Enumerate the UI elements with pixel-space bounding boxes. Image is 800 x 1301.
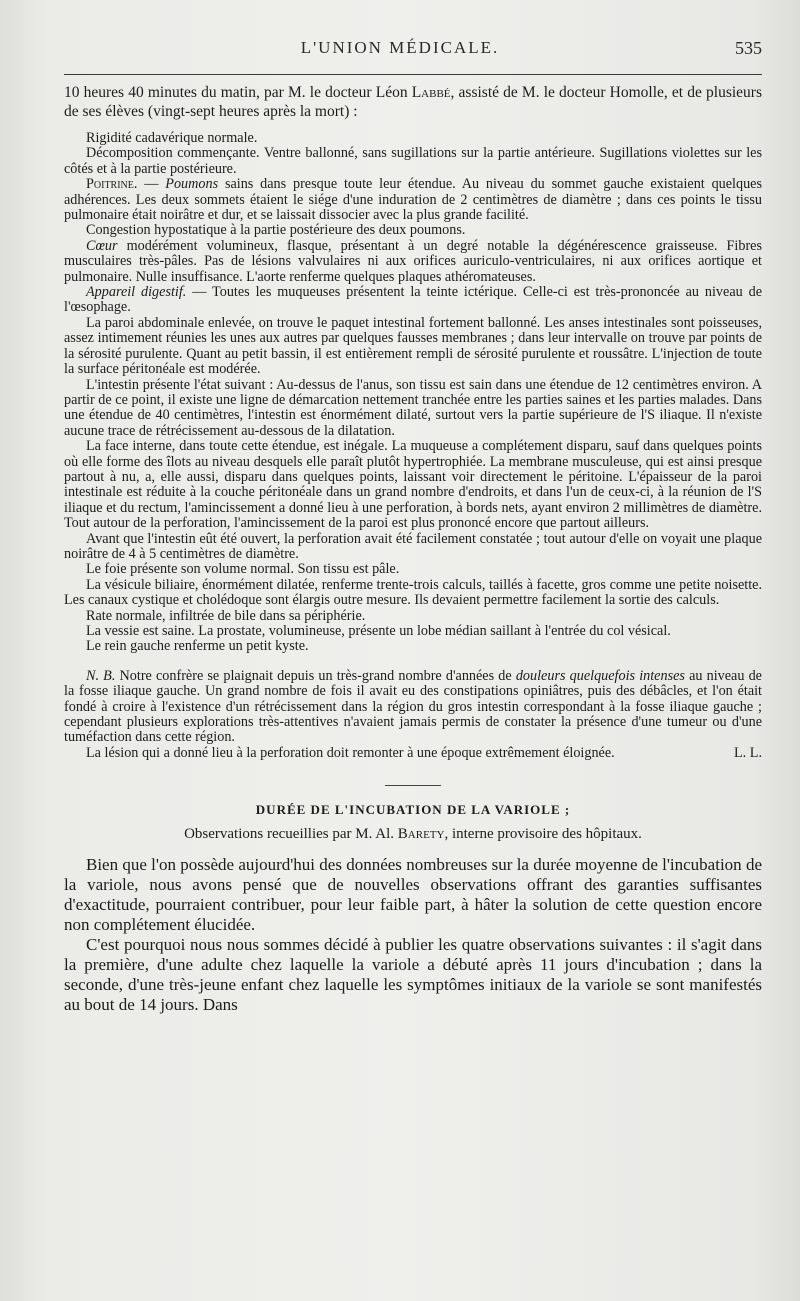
nb-label: N. B. [86, 667, 116, 684]
paragraph-avant: Avant que l'intestin eût été ouvert, la perforation avait été facilement constatée ; tout autour d'elle on voyait une plaque noirâtre de 4 à 5 centimètres de diamètre. [64, 530, 762, 562]
signature: L. L. [734, 744, 762, 761]
byline-text-2: , interne provisoire des hôpitaux. [444, 826, 642, 843]
page-header [0, 32, 800, 68]
poitrine-dash: — [137, 176, 166, 193]
poumons-label: Poumons [165, 176, 219, 193]
intro-paragraph-2: C'est pourquoi nous nous sommes décidé à publier les quatre observations suivantes : il s'agit dans la première, d'une adulte chez laquelle la variole a débuté après 11 jours d'incubation ; dans la seconde, d'une très-jeune enfant chez laquelle les symptômes initiaux de la variole se sont manifestés au bout de 14 jours. Dans [64, 935, 762, 1015]
paragraph-vesicule: La vésicule biliaire, énormément dilatée, renferme trente-trois calculs, taillés à facette, gros comme une petite noisette. Les canaux cystique et cholédoque sont élargis outre mesure. Ils devaient permettre facilement la sortie des calculs. [64, 576, 762, 609]
intro-paragraph-1: Bien que l'on possède aujourd'hui des données nombreuses sur la durée moyenne de l'incubation de la variole, nous avons pensé que de nouvelles observations offrant des garanties suffisantes d'exactitude, pourraient contribuer, pour leur faible part, à hâter la solution de cette question encore non complétement élucidée. [64, 855, 762, 935]
section-byline [64, 826, 762, 843]
running-title: L'UNION MÉDICALE. [300, 38, 500, 57]
paragraph-rigidite: Rigidité cadavérique normale. [86, 130, 258, 146]
byline-text-1: Observations recueillies par M. Al. [184, 826, 398, 843]
opening-text-1: 10 heures 40 minutes du matin, par M. le docteur Léon [64, 84, 412, 101]
paragraph-decomposition: Décomposition commençante. Ventre ballonné, sans sugillations sur la partie antérieure. Sugillations violettes sur les côtés et à la partie postérieure. [64, 145, 762, 177]
paragraph-foie: Le foie présente son volume normal. Son tissu est pâle. [86, 561, 400, 578]
paragraph-vessie: La vessie est saine. La prostate, volumineuse, présente un lobe médian saillant à l'entrée du col vésical. [86, 623, 671, 639]
section-title: DURÉE DE L'INCUBATION DE LA VARIOLE ; [255, 802, 571, 818]
paragraph-rein: Le rein gauche renferme un petit kyste. [86, 638, 309, 655]
coeur-text: modérément volumineux, flasque, présentant à un degré notable la dégénérescence graisseuse. Fibres musculaires très-pâles. Pas de lésions valvulaires ni aux orifices auriculo-ventriculaires, ni aux orifices aortique et pulmonaire. Nulle insuffisance. L'aorte renferme quelques plaques athéromateuses. [64, 237, 762, 285]
nb-italic: douleurs quelquefois intenses [515, 667, 685, 684]
poitrine-label: Poitrine. [86, 176, 138, 193]
opening-text-2: , assisté de M. le docteur Homolle, et de plusieurs de ses élèves (vingt-sept heures après la mort) : [64, 84, 762, 120]
paragraph-appareil [64, 285, 762, 316]
header-rule [64, 74, 762, 75]
coeur-label: Cœur [86, 237, 118, 254]
lesion-text: La lésion qui a donné lieu à la perforation doit remonter à une époque extrêmement éloignée. [86, 744, 615, 761]
page-content [64, 84, 762, 1015]
byline-name: Barety [397, 826, 445, 843]
note-block [64, 669, 762, 761]
paragraph-face: La face interne, dans toute cette étendue, est inégale. La muqueuse a complétement disparu, sauf dans quelques points où elle forme des îlots au niveau desquels elle paraît plutôt hypertrophiée. La membrane musculeuse, qui est ainsi presque partout à nu, a, elle aussi, disparu dans quelques points, laissant voir directement le péritoine. L'épaisseur de la paroi intestinale est réduite à la couche péritonéale dans un grand nombre d'endroits, et dans l'un de ceux-ci, à la réunion de l'S iliaque et du rectum, l'amincissement a donné lieu à une perforation, à bords nets, ayant environ 2 millimètres de diamètre. Tout autour de la perforation, l'amincissement de la paroi est plus prononcé encore que partout ailleurs. [64, 438, 762, 532]
nb-text-1: Notre confrère se plaignait depuis un très-grand nombre d'années de [115, 667, 516, 684]
section-separator [385, 785, 441, 786]
paragraph-nb [64, 669, 762, 746]
poitrine-text: sains dans presque toute leur étendue. Au niveau du sommet gauche existaient quelques adhérences. Les deux sommets étaient le siége d'une induration de 2 centimètres de diamètre ; dans ces points le tissu pulmonaire était noirâtre et dur, et se laissait dissocier avec la plus grande facilité. [64, 176, 763, 224]
paragraph-lesion [64, 746, 762, 761]
opening-name: Labbé [411, 84, 451, 101]
paragraph-rate: Rate normale, infiltrée de bile dans sa périphérie. [86, 607, 366, 624]
appareil-text: — Toutes les muqueuses présentent la teinte ictérique. Celle-ci est très-prononcée au niveau de l'œsophage. [64, 284, 762, 316]
autopsy-report [64, 131, 762, 655]
page-number: 535 [735, 38, 762, 58]
appareil-label: Appareil digestif. [86, 284, 187, 301]
opening-paragraph [64, 84, 762, 121]
paragraph-coeur [64, 239, 762, 285]
paragraph-intestin: L'intestin présente l'état suivant : Au-dessus de l'anus, son tissu est sain dans une étendue de 12 centimètres environ. A partir de ce point, il existe une ligne de démarcation nettement tranchée entre les parties saines et les parties malades. Dans une étendue de 40 centimètres, l'intestin est énormément dilaté, surtout vers la partie supérieure de l'S iliaque. Il n'existe aucune trace de rétrécissement au-dessous de la dilatation. [64, 376, 762, 439]
paragraph-poitrine [64, 177, 762, 223]
nb-text-2: au niveau de la fosse iliaque gauche. Un grand nombre de fois il avait eu des constipations opiniâtres, puis des débâcles, et l'on était fondé à croire à l'existence d'un rétrécissement dans la région du gros intestin correspondant à la fosse iliaque gauche ; cependant plusieurs explorations très-attentives n'avaient jamais permis de constater la présence d'une tumeur ou d'une tuméfaction dans cette région. [64, 667, 762, 746]
paragraph-congestion: Congestion hypostatique à la partie postérieure des deux poumons. [86, 222, 466, 239]
paragraph-paroi: La paroi abdominale enlevée, on trouve le paquet intestinal fortement ballonné. Les anses intestinales sont poisseuses, assez intimement réunies les unes aux autres par quelques fausses membranes ; dans leur intervalle on trouve par points de la sérosité purulente. Quant au petit bassin, il est entièrement rempli de sérosité purulente et roussâtre. L'injection de toute la surface péritonéale est modérée. [64, 314, 762, 378]
